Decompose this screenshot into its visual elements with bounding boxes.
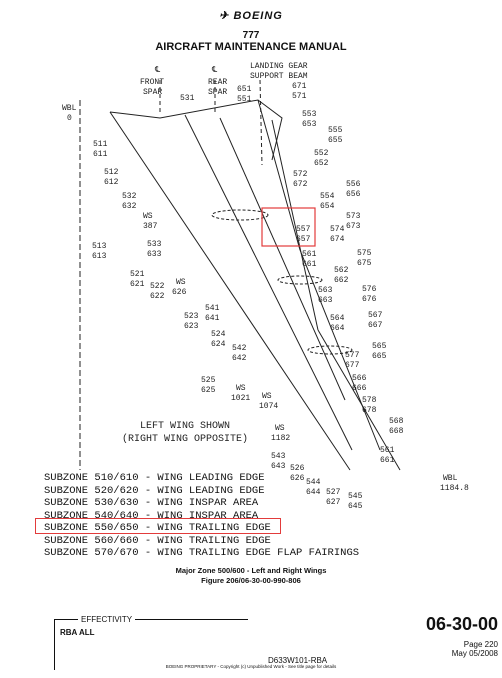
- zone-label: 641: [205, 314, 220, 323]
- zone-label: 1021: [231, 394, 251, 403]
- zone-label: 612: [104, 178, 119, 187]
- subzone-line: SUBZONE 560/660 - WING TRAILING EDGE: [44, 534, 271, 547]
- zone-label: 576: [362, 285, 377, 294]
- zone-label: 663: [318, 296, 333, 305]
- caption-line-1: Major Zone 500/600 - Left and Right Wings: [175, 566, 327, 575]
- logo-text: BOEING: [233, 10, 283, 22]
- zone-label: 674: [330, 235, 345, 244]
- subzone-highlight-box: [35, 518, 281, 534]
- zone-label: 625: [201, 386, 216, 395]
- zone-label: 513: [92, 242, 107, 251]
- zone-label: 572: [293, 170, 308, 179]
- logo-mark-icon: ✈: [219, 10, 234, 22]
- rear-spar-label-2: SPAR: [208, 88, 228, 97]
- proprietary-footer: BOEING PROPRIETARY - Copyright (c) Unpublished Work - See title page for details: [165, 664, 337, 669]
- zone-label: 667: [368, 321, 383, 330]
- zone-label: WS: [236, 384, 246, 393]
- zone-label: 652: [314, 159, 329, 168]
- zone-label: 613: [92, 252, 107, 261]
- zone-label: 623: [184, 322, 199, 331]
- zone-label: 632: [122, 202, 137, 211]
- zone-label: 642: [232, 354, 247, 363]
- zone-label: 526: [290, 464, 305, 473]
- zone-label: 578: [362, 396, 377, 405]
- landing-gear-label-1: LANDING GEAR: [250, 62, 308, 71]
- doc-id: D633W101-RBA: [268, 656, 328, 665]
- zone-label: 561: [380, 446, 395, 455]
- figure-caption: [0, 566, 502, 586]
- boeing-logo: [0, 6, 502, 24]
- zone-label: WS: [143, 212, 153, 221]
- zone-label: 662: [334, 276, 349, 285]
- zone-label: 643: [271, 462, 286, 471]
- zone-label: 657: [296, 235, 311, 244]
- zone-label: 541: [205, 304, 220, 313]
- zone-label: 626: [290, 474, 305, 483]
- page-info: [380, 640, 498, 658]
- zone-label: 678: [362, 406, 377, 415]
- zone-label: 545: [348, 492, 363, 501]
- zone-label: 666: [352, 384, 367, 393]
- note-line-1: LEFT WING SHOWN: [140, 421, 231, 432]
- wbl-left-label-1: WBL: [62, 104, 77, 113]
- zone-label: 531: [180, 94, 195, 103]
- effectivity-title: EFFECTIVITY: [78, 615, 135, 624]
- wbl-right-label-1: WBL: [443, 474, 458, 483]
- zone-label: 668: [389, 427, 404, 436]
- zone-label: 1182: [271, 434, 291, 443]
- page-number: Page 220: [463, 640, 498, 649]
- note-line-2: (RIGHT WING OPPOSITE): [122, 434, 249, 445]
- zone-label: 676: [362, 295, 377, 304]
- zone-label: 557: [296, 225, 311, 234]
- subzone-line: SUBZONE 530/630 - WING INSPAR AREA: [44, 497, 259, 509]
- zone-label: 544: [306, 478, 321, 487]
- zone-label: 543: [271, 452, 286, 461]
- zone-label: 511: [93, 140, 108, 149]
- landing-gear-label-2: SUPPORT BEAM: [250, 72, 308, 81]
- zone-label: 532: [122, 192, 137, 201]
- wbl-right-label-2: 1184.8: [440, 484, 469, 493]
- front-spar-label-1: FRONT: [140, 78, 165, 87]
- zone-label: 651: [237, 85, 252, 94]
- aircraft-model: 777: [242, 30, 260, 41]
- zone-label: 387: [143, 222, 158, 231]
- zone-label: 542: [232, 344, 247, 353]
- zone-label: 573: [346, 212, 361, 221]
- manual-title: AIRCRAFT MAINTENANCE MANUAL: [155, 41, 347, 53]
- subzone-line-highlighted: SUBZONE 550/650 - WING TRAILING EDGE: [44, 522, 271, 534]
- zone-label: 522: [150, 282, 165, 291]
- zone-label: 527: [326, 488, 341, 497]
- caption-line-2: Figure 206/06-30-00-990-806: [201, 576, 301, 585]
- zone-label: 562: [334, 266, 349, 275]
- zone-label: 654: [320, 202, 335, 211]
- zone-label: 655: [328, 136, 343, 145]
- zone-label: 621: [130, 280, 145, 289]
- zone-label: WS: [262, 392, 272, 401]
- wing-shown-note: [122, 421, 248, 445]
- zone-label: 644: [306, 488, 321, 497]
- zone-label: 571: [292, 92, 307, 101]
- zone-label: 552: [314, 149, 329, 158]
- wing-outline: [80, 80, 400, 470]
- zone-label: 561: [302, 250, 317, 259]
- zone-label: 661: [380, 456, 395, 465]
- zone-label: 671: [292, 82, 307, 91]
- zone-label: 521: [130, 270, 145, 279]
- zone-label: 661: [302, 260, 317, 269]
- subzone-legend: [44, 472, 359, 560]
- zone-label: 556: [346, 180, 361, 189]
- zone-label: 574: [330, 225, 345, 234]
- zone-label: 1074: [259, 402, 279, 411]
- zone-label: 555: [328, 126, 343, 135]
- zone-label: 512: [104, 168, 119, 177]
- zone-label: 672: [293, 180, 308, 189]
- zone-labels: [92, 82, 404, 511]
- zone-label: WS: [275, 424, 285, 433]
- zone-label: 673: [346, 222, 361, 231]
- zone-label: 523: [184, 312, 199, 321]
- rear-spar-label-1: REAR: [208, 78, 228, 87]
- rear-spar-cl: ℄: [212, 66, 218, 75]
- subzone-line: SUBZONE 520/620 - WING LEADING EDGE: [44, 484, 265, 497]
- front-spar-cl: ℄: [155, 66, 161, 75]
- zone-label: 611: [93, 150, 108, 159]
- zone-label: 551: [237, 95, 252, 104]
- zone-label: 525: [201, 376, 216, 385]
- page-date: May 05/2008: [451, 649, 498, 658]
- zone-label: 577: [345, 351, 360, 360]
- zone-label: 665: [372, 352, 387, 361]
- front-spar-label-2: SPAR: [143, 88, 163, 97]
- zone-label: 627: [326, 498, 341, 507]
- zone-label: 656: [346, 190, 361, 199]
- doc-number: 06-30-00: [425, 614, 498, 634]
- zone-label: 563: [318, 286, 333, 295]
- zone-label: 554: [320, 192, 335, 201]
- zone-label: 653: [302, 120, 317, 129]
- zone-label: 566: [352, 374, 367, 383]
- zone-label: 524: [211, 330, 226, 339]
- zone-label: 622: [150, 292, 165, 301]
- subzone-line: SUBZONE 570/670 - WING TRAILING EDGE FLAP FAIRINGS: [44, 547, 360, 559]
- zone-label: 633: [147, 250, 162, 259]
- subzone-line: SUBZONE 540/640 - WING INSPAR AREA: [44, 509, 259, 522]
- zone-label: 677: [345, 361, 360, 370]
- zone-label: 626: [172, 288, 187, 297]
- zone-label: 675: [357, 259, 372, 268]
- zone-label: 568: [389, 417, 404, 426]
- zone-label: 533: [147, 240, 162, 249]
- zone-label: 565: [372, 342, 387, 351]
- effectivity-box: [54, 619, 248, 670]
- wbl-left-label-2: 0: [67, 114, 72, 123]
- effectivity-value: RBA ALL: [60, 628, 95, 637]
- zone-label: 575: [357, 249, 372, 258]
- zone-label: WS: [176, 278, 186, 287]
- zone-label: 564: [330, 314, 345, 323]
- zone-label: 624: [211, 340, 226, 349]
- zone-label: 664: [330, 324, 345, 333]
- zone-label: 567: [368, 311, 383, 320]
- subzone-line: SUBZONE 510/610 - WING LEADING EDGE: [44, 472, 265, 484]
- zone-label: 553: [302, 110, 317, 119]
- zone-label: 645: [348, 502, 363, 511]
